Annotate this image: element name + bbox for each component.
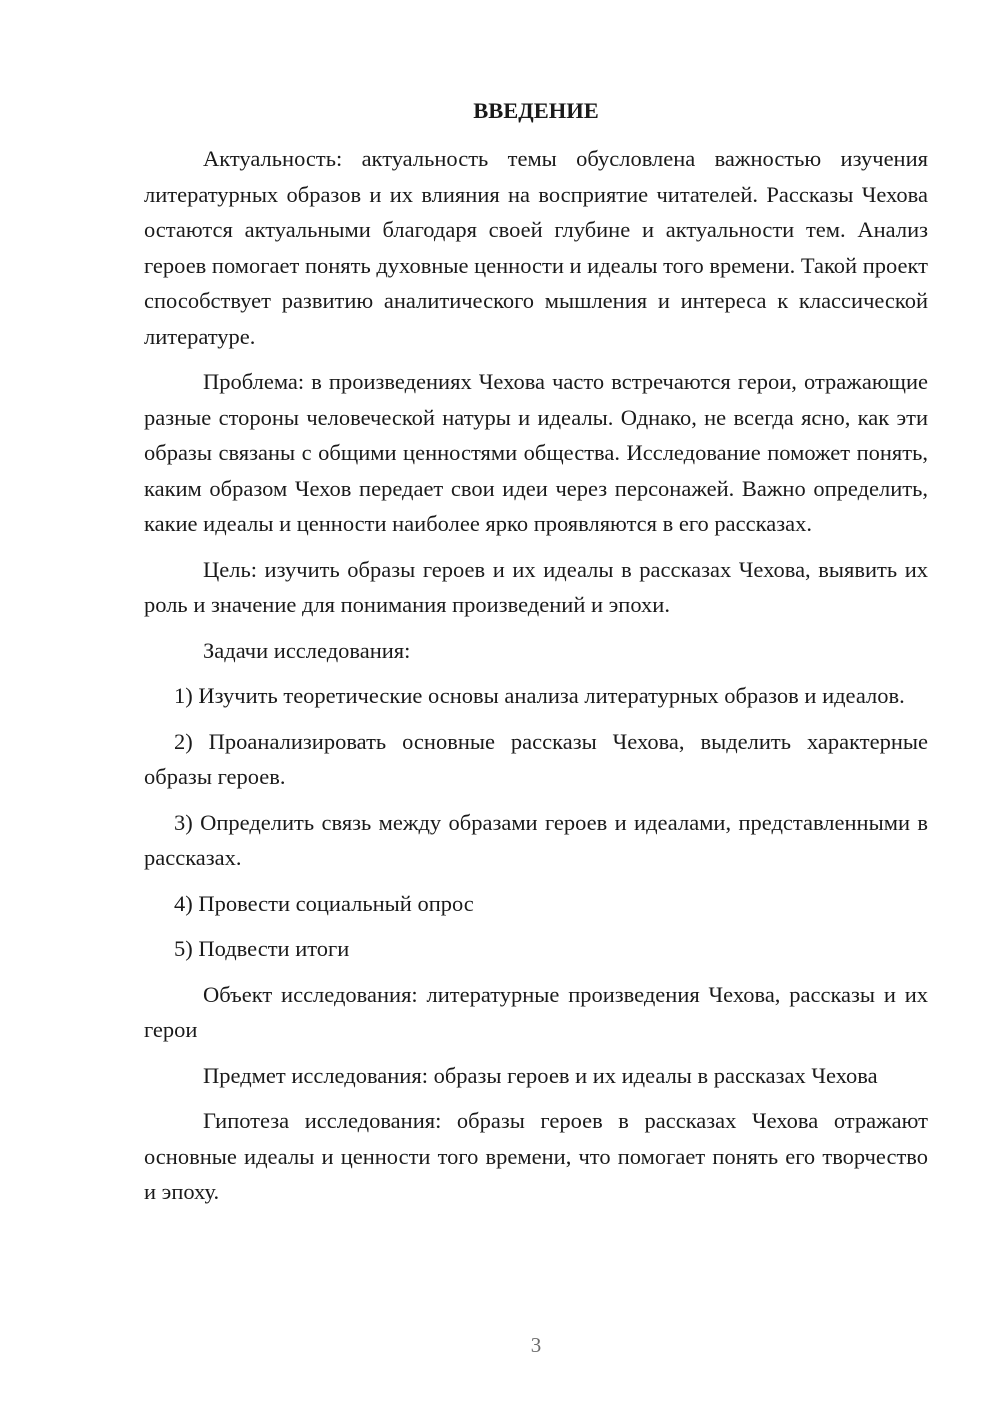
page-number: 3	[530, 1333, 542, 1357]
relevance-paragraph: Актуальность: актуальность темы обусловлена важностью изучения литературных образов и их влияния на восприятие читателей. Рассказы Чехова остаются актуальными благодаря своей глубине и актуальности тем. Анализ героев помогает понять духовные ценности и идеалы того времени. Такой проект способствует развитию аналитического мышления и интереса к классической литературе.	[144, 146, 928, 349]
task-item: 5) Подвести итоги	[174, 936, 350, 961]
hypothesis-paragraph: Гипотеза исследования: образы героев в рассказах Чехова отражают основные идеалы и ценности того времени, что помогает понять его творчество и эпоху.	[144, 1108, 928, 1204]
task-item: 1) Изучить теоретические основы анализа литературных образов и идеалов.	[174, 683, 905, 708]
task-item: 4) Провести социальный опрос	[174, 890, 474, 916]
goal-paragraph: Цель: изучить образы героев и их идеалы в рассказах Чехова, выявить их роль и значение для понимания произведений и эпохи.	[144, 556, 928, 617]
page-content	[144, 95, 928, 1220]
subject-paragraph: Предмет исследования: образы героев и их идеалы в рассказах Чехова	[203, 1062, 878, 1088]
task-item: 2) Проанализировать основные рассказы Чехова, выделить характерные образы героев.	[144, 728, 928, 789]
section-title: ВВЕДЕНИЕ	[473, 98, 599, 123]
tasks-heading: Задачи исследования:	[203, 637, 411, 663]
task-item: 3) Определить связь между образами героев и идеалами, представленными в рассказах.	[144, 809, 928, 870]
problem-paragraph: Проблема: в произведениях Чехова часто встречаются герои, отражающие разные стороны человеческой натуры и идеалы. Однако, не всегда ясно, как эти образы связаны с общими ценностями общества. Исследование поможет понять, каким образом Чехов передает свои идеи через персонажей. Важно определить, какие идеалы и ценности наиболее ярко проявляются в его рассказах.	[144, 369, 928, 536]
object-paragraph: Объект исследования: литературные произведения Чехова, рассказы и их герои	[144, 981, 928, 1042]
